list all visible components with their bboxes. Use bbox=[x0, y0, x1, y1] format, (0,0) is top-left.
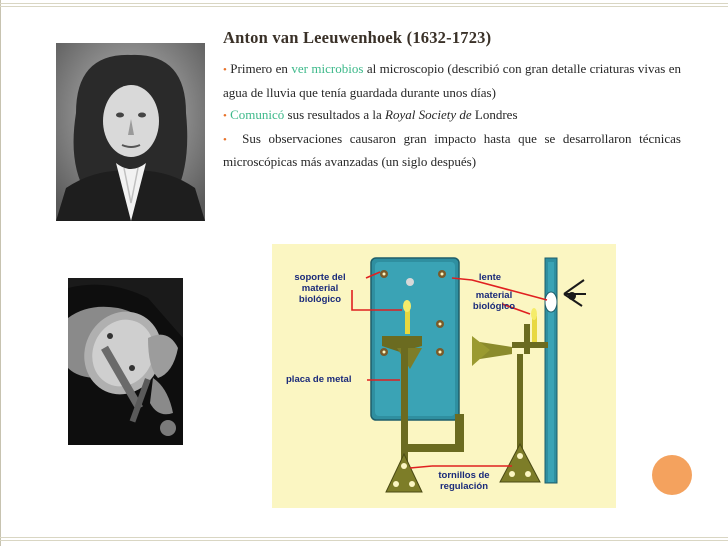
bullet-point-1 bbox=[223, 58, 681, 104]
slide-body bbox=[223, 58, 685, 174]
slide-title: Anton van Leeuwenhoek (1632-1723) bbox=[223, 28, 492, 47]
top-rule bbox=[0, 3, 728, 4]
p2-highlight: Comunicó bbox=[230, 107, 285, 122]
label-soporte: soporte del material biológico bbox=[294, 272, 346, 305]
p2-text-mid: sus resultados a la bbox=[284, 107, 386, 122]
bullet-point-2 bbox=[223, 104, 681, 128]
bottom-rule bbox=[0, 537, 728, 538]
bullet-icon: • bbox=[223, 110, 227, 122]
portrait-illustration-icon bbox=[56, 43, 205, 221]
microscope-photo bbox=[68, 278, 183, 445]
p1-text-before: Primero en bbox=[226, 61, 292, 76]
p1-text-after: al microscopio (describió con gran detalle criaturas vivas en agua de lluvia que tenía guardada durante unos días) bbox=[223, 61, 682, 100]
label-placa: placa de metal bbox=[286, 374, 352, 385]
bullet-point-3 bbox=[223, 128, 685, 174]
bullet-icon: • bbox=[223, 133, 227, 146]
label-material: material biológico bbox=[472, 290, 516, 312]
decorative-orange-circle bbox=[652, 455, 692, 495]
top-rule-2 bbox=[0, 6, 728, 7]
bottom-rule-2 bbox=[0, 540, 728, 541]
p2-text-end: Londres bbox=[471, 107, 518, 122]
p3-text: Sus observaciones causaron gran impacto hasta que se desarrollaron técnicas microscópicas más avanzadas (un siglo después) bbox=[223, 130, 685, 169]
leeuwenhoek-portrait bbox=[56, 43, 205, 221]
microscope-diagram bbox=[272, 244, 616, 508]
left-edge-line bbox=[0, 0, 1, 546]
p2-italic: Royal Society de bbox=[385, 107, 472, 122]
label-lente: lente bbox=[478, 272, 502, 283]
microscope-in-hand-icon bbox=[68, 278, 183, 445]
label-tornillos: tornillos de regulación bbox=[438, 470, 490, 492]
p1-highlight: ver microbios bbox=[291, 61, 364, 76]
bullet-icon: • bbox=[223, 64, 227, 76]
